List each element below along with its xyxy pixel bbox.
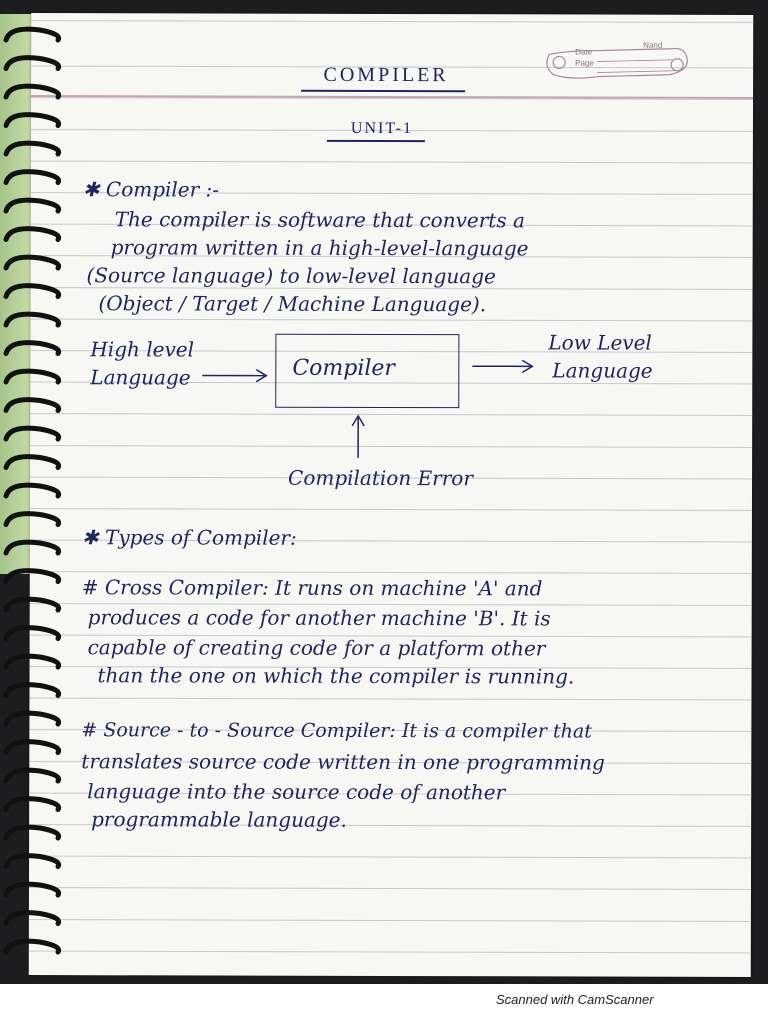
error-arrow [348, 414, 368, 460]
spiral-ring [6, 143, 59, 154]
spiral-ring [6, 457, 59, 468]
spiral-ring [6, 115, 59, 126]
page-title: COMPILER [323, 63, 449, 87]
spiral-ring [6, 799, 59, 810]
stamp-brand: Nand [643, 40, 663, 50]
definition-line-3: (Source language) to low-level language [86, 263, 496, 289]
compiler-heading: ✱ Compiler :- [82, 177, 220, 202]
spiral-ring [6, 913, 59, 924]
spiral-ring [6, 713, 59, 724]
spiral-ring [6, 884, 59, 895]
spiral-ring [6, 571, 59, 582]
definition-line-2: program written in a high-level-language [110, 235, 529, 261]
spiral-ring [6, 770, 59, 781]
spiral-ring [6, 685, 59, 696]
output-label-line-2: Language [552, 358, 653, 383]
spiral-ring [6, 599, 59, 610]
spiral-ring [6, 343, 59, 354]
spiral-ring [6, 542, 59, 553]
spiral-ring [6, 257, 59, 268]
cross-compiler-line-3: capable of creating code for a platform other [87, 635, 546, 661]
stamp-page-label: Page [575, 58, 594, 68]
cross-compiler-line-1: # Cross Compiler: It runs on machine 'A' and [81, 575, 543, 601]
top-margin-line [31, 95, 753, 99]
spiral-ring [6, 86, 59, 97]
spiral-ring [6, 514, 59, 525]
cross-compiler-line-4: than the one on which the compiler is running. [97, 663, 575, 689]
compiler-box-label: Compiler [292, 355, 396, 382]
scanner-watermark: Scanned with CamScanner [496, 992, 654, 1007]
unit-heading: UNIT-1 [350, 119, 414, 138]
spiral-ring [6, 856, 59, 867]
spiral-ring [6, 200, 59, 211]
spiral-ring [6, 485, 59, 496]
notebook-page [29, 13, 754, 977]
types-heading: ✱ Types of Compiler: [81, 525, 297, 550]
input-arrow [200, 366, 270, 386]
spiral-ring [6, 428, 59, 439]
spiral-ring [6, 742, 59, 753]
source-compiler-line-1: # Source - to - Source Compiler: It is a compiler that [81, 719, 592, 743]
output-arrow [470, 356, 536, 376]
spiral-ring [6, 29, 59, 40]
spiral-ring [6, 628, 59, 639]
output-label-line-1: Low Level [548, 330, 652, 355]
spiral-ring [6, 371, 59, 382]
spiral-binding [0, 20, 70, 970]
spiral-ring [6, 314, 59, 325]
source-compiler-line-3: language into the source code of another [87, 779, 506, 805]
spiral-ring [6, 656, 59, 667]
source-compiler-line-4: programmable language. [91, 807, 347, 832]
notebook-stamp [539, 36, 691, 84]
spiral-ring [6, 286, 59, 297]
compilation-error-label: Compilation Error [288, 465, 473, 491]
spiral-ring [6, 400, 59, 411]
spiral-ring [6, 58, 59, 69]
definition-line-4: (Object / Target / Machine Language). [98, 291, 487, 317]
stamp-date-label: Date [575, 47, 593, 57]
source-compiler-line-2: translates source code written in one programming [81, 749, 605, 775]
title-underline [301, 90, 465, 92]
input-label-line-1: High level [90, 337, 195, 362]
unit-underline [327, 140, 425, 142]
spiral-ring [6, 941, 59, 952]
spiral-ring [6, 229, 59, 240]
spiral-ring [6, 827, 59, 838]
spiral-ring [6, 172, 59, 183]
cross-compiler-line-2: produces a code for another machine 'B'. It is [87, 605, 551, 631]
input-label-line-2: Language [90, 365, 191, 390]
definition-line-1: The compiler is software that converts a [114, 207, 525, 233]
